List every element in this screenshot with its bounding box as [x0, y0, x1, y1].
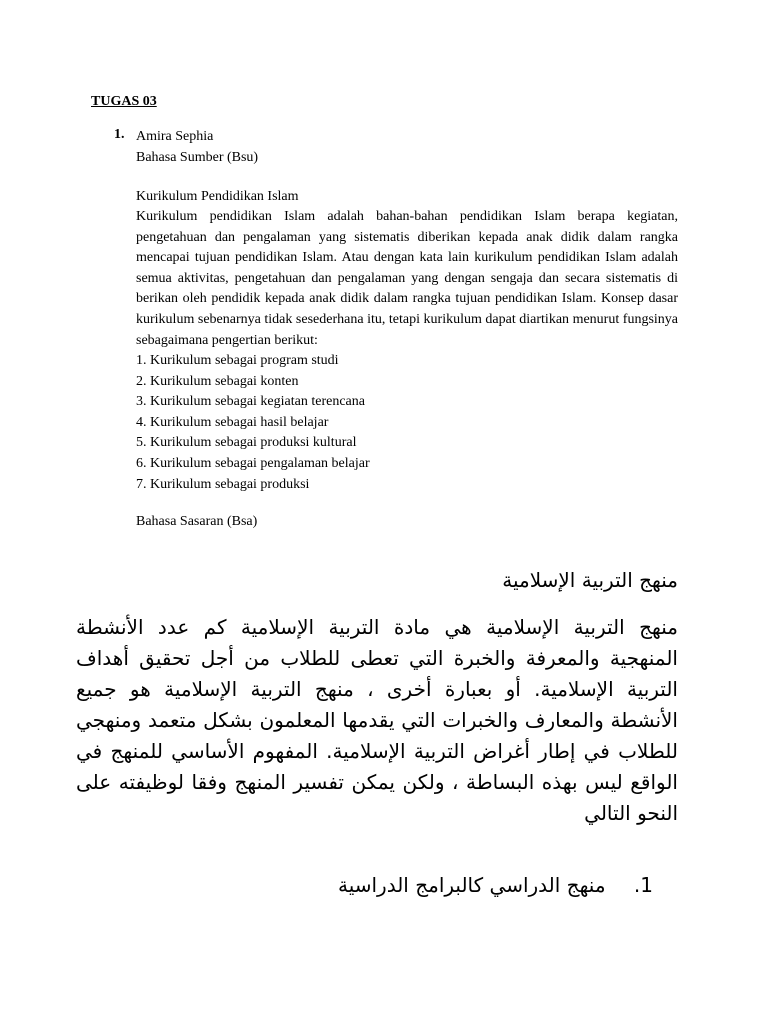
list-item: 3. Kurikulum sebagai kegiatan terencana [136, 394, 365, 410]
header-block [136, 127, 678, 168]
curriculum-list [136, 351, 370, 495]
arabic-item-text: منهج الدراسي كالبرامج الدراسية [337, 873, 606, 897]
list-item: 5. Kurikulum sebagai produksi kultural [136, 435, 357, 451]
target-language-label: Bahasa Sasaran (Bsa) [136, 514, 258, 529]
arabic-list-item [338, 873, 653, 897]
arabic-heading: منهج التربية الإسلامية [502, 568, 678, 592]
student-name: Amira Sephia [136, 129, 214, 144]
list-item: 6. Kurikulum sebagai pengalaman belajar [136, 455, 370, 471]
assignment-title: TUGAS 03 [91, 94, 157, 109]
list-item: 4. Kurikulum sebagai hasil belajar [136, 414, 329, 430]
arabic-item-number: 1. [633, 873, 653, 897]
item-number: 1. [114, 127, 125, 142]
list-item: 1. Kurikulum sebagai program studi [136, 353, 339, 368]
source-language-label: Bahasa Sumber (Bsu) [136, 149, 259, 165]
section-heading: Kurikulum Pendidikan Islam [136, 189, 299, 204]
arabic-paragraph: منهج التربية الإسلامية هي مادة التربية الإسلامية كم عدد الأنشطة المنهجية والمعرفة والخبرة التي تعطى للطلاب من أجل تحقيق أهداف التربية الإسلامية. أو بعبارة أخرى ، منهج التربية الإسلامية هو جميع الأنشطة والمعارف والخبرات التي يقدمها المعلمون بشكل متعمد ومنهجي للطلاب في إطار أغراض التربية الإسلامية. المفهوم الأساسي للمنهج في الواقع ليس بهذه البساطة ، ولكن يمكن تفسير المنهج وفقا لوظيفته على النحو التالي [76, 615, 678, 825]
list-item: 2. Kurikulum sebagai konten [136, 373, 299, 389]
indonesian-paragraph: Kurikulum pendidikan Islam adalah bahan-bahan pendidikan Islam berapa kegiatan, pengetahuan dan pengalaman yang sistematis diberikan kepada anak didik dalam rangka mencapai tujuan pendidikan Islam. Atau dengan kata lain kurikulum pendidikan Islam adalah semua aktivitas, pengetahuan dan pengalaman yang dengan sengaja dan secara sistematis di berikan oleh pendidik kepada anak didik dalam rangka tujuan pendidikan Islam. Konsep dasar kurikulum sebenarnya tidak sesederhana itu, tetapi kurikulum dapat diartikan menurut fungsinya sebagaimana pengertian berikut: [136, 209, 678, 348]
list-item: 7. Kurikulum sebagai produksi [136, 476, 310, 492]
